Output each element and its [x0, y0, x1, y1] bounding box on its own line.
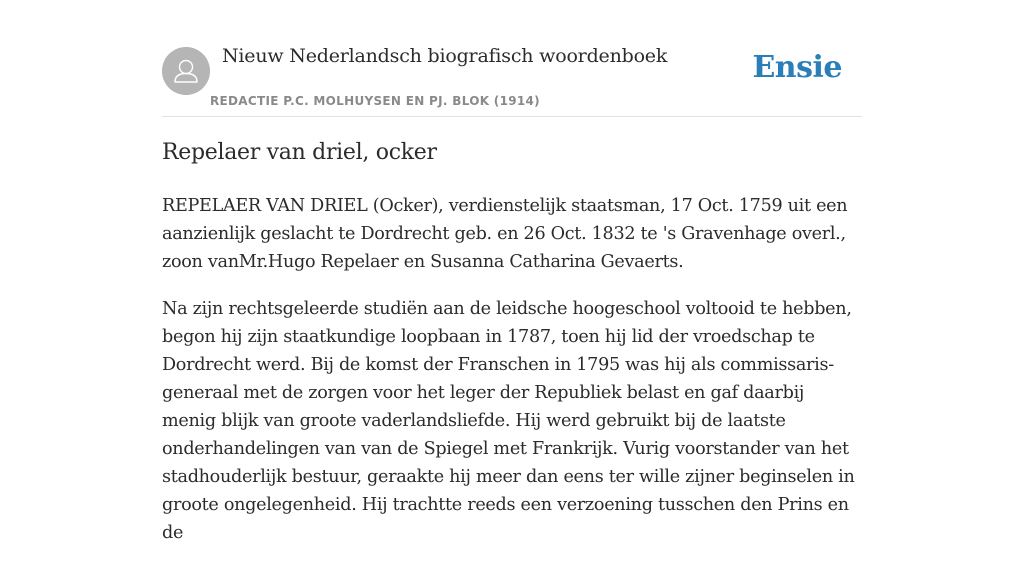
entry-title: Repelaer van driel, ocker — [162, 140, 437, 165]
ensie-logo[interactable]: Ensie — [752, 50, 842, 85]
person-icon — [162, 47, 210, 95]
book-title[interactable]: Nieuw Nederlandsch biografisch woordenboek — [222, 45, 668, 67]
entry-body — [162, 192, 862, 566]
entry-paragraph-2: Na zijn rechtsgeleerde studiën aan de leidsche hoogeschool voltooid te hebben, begon hij zijn staatkundige loopbaan in 1787, toen hij lid der vroedschap te Dordrecht werd. Bij de komst der Franschen in 1795 was hij als commissaris-generaal met de zorgen voor het leger der Republiek belast en gaf daarbij menig blijk van groote vaderlandsliefde. Hij werd gebruikt bij de laatste onderhandelingen van van de Spiegel met Frankrijk. Vurig voorstander van het stadhouderlijk bestuur, geraakte hij meer dan eens ter wille zijner beginselen in groote ongelegenheid. Hij trachtte reeds een verzoening tusschen den Prins en de — [162, 299, 855, 543]
entry-paragraph-1: REPELAER VAN DRIEL (Ocker), verdienstelijk staatsman, 17 Oct. 1759 uit een aanzienlijk geslacht te Dordrecht geb. en 26 Oct. 1832 te 's Gravenhage overl., zoon vanMr.Hugo Repelaer en Susanna Catharina Gevaerts. — [162, 196, 848, 272]
avatar[interactable] — [162, 47, 210, 95]
page — [162, 0, 862, 543]
header — [162, 0, 862, 117]
book-editor: REDACTIE P.C. MOLHUYSEN EN PJ. BLOK (1914) — [210, 94, 540, 108]
